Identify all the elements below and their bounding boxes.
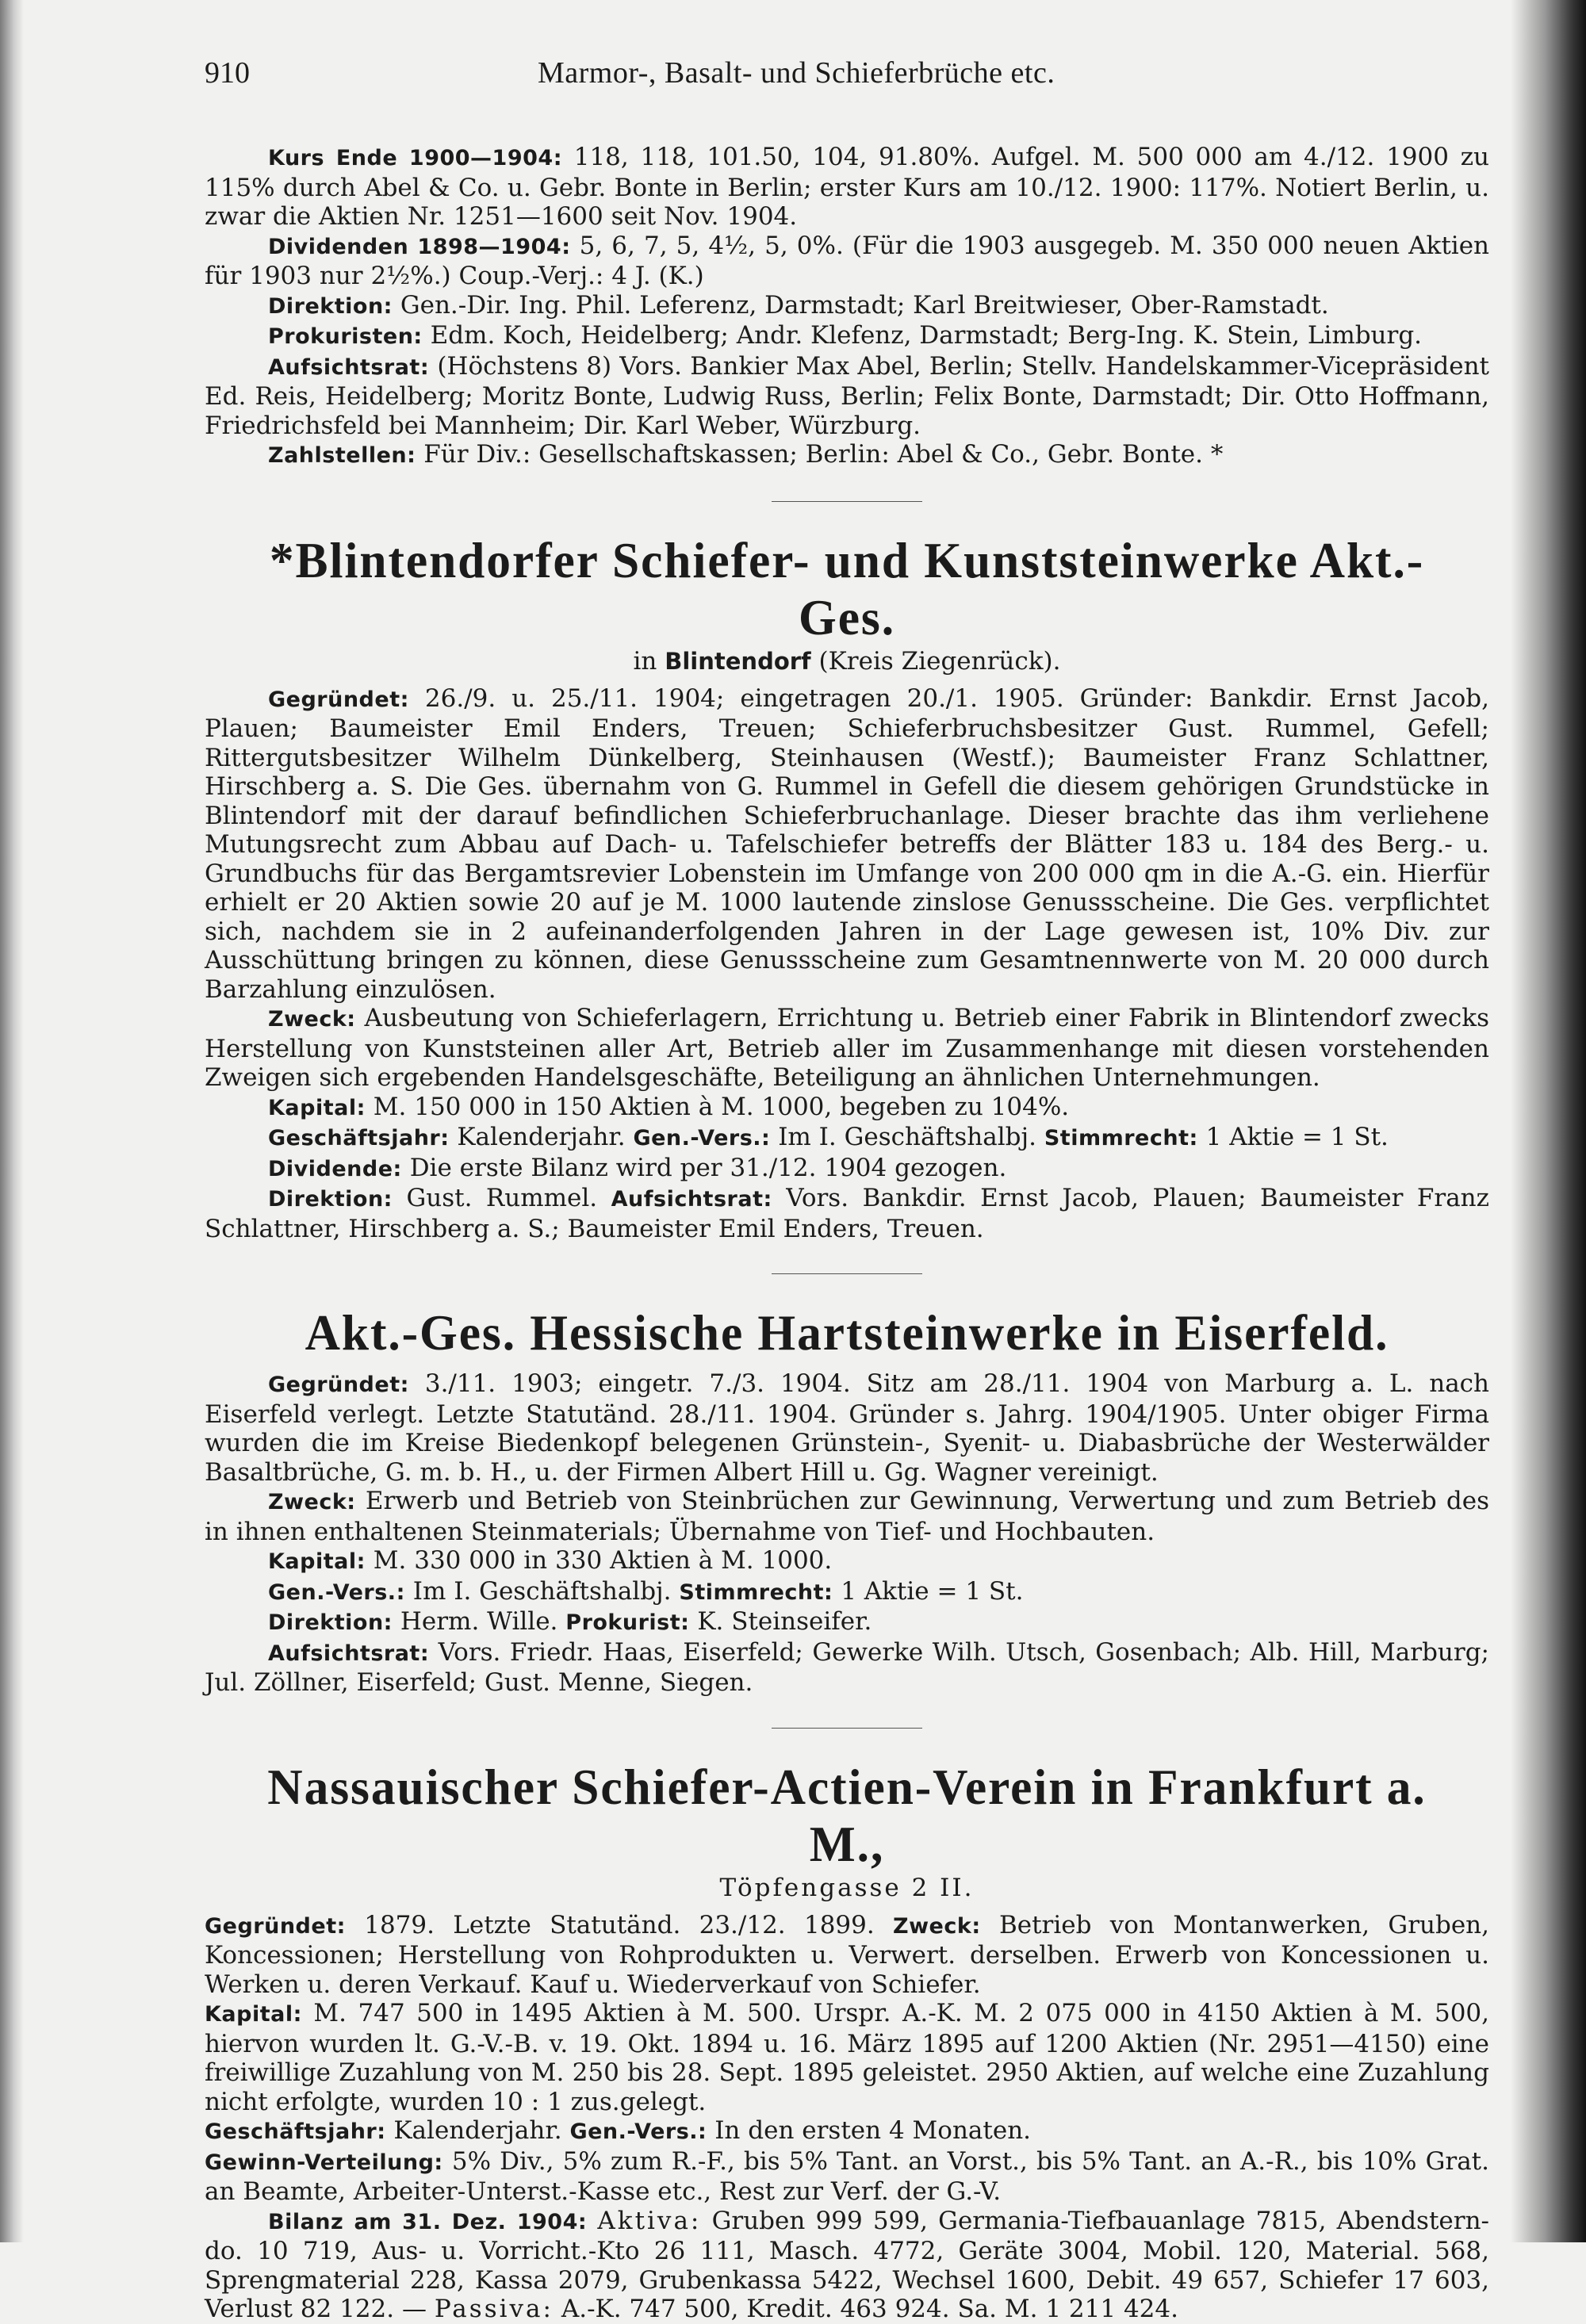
kurs-label: Kurs Ende 1900—1904:	[268, 146, 562, 170]
prokuristen-text: Edm. Koch, Heidelberg; Andr. Klefenz, Darmstadt; Berg-Ing. K. Stein, Limburg.	[430, 321, 1423, 350]
gegruendet-text: 3./11. 1903; eingetr. 7./3. 1904. Sitz am 28./11. 1904 von Marburg a. L. nach Eiserfeld verlegt. Letzte Statutänd. 28./11. 1904. Gründer s. Jahrg. 1904/1905. Unter obiger Firma wurden die im Kreise Biedenkopf belegenen Grünstein-, Syenit- u. Diabasbrüche der Westerwälder Basaltbrüche, G. m. b. H., u. der Firmen Albert Hill u. Gg. Wagner vereinigt.	[205, 1369, 1489, 1487]
entry-body-hessische	[205, 1369, 1489, 1698]
dividende-text: Die erste Bilanz wird per 31./12. 1904 gezogen.	[409, 1153, 1007, 1182]
prokurist-text: K. Steinseifer.	[697, 1607, 872, 1636]
section-divider	[772, 1728, 922, 1729]
direktion-text: Gen.-Dir. Ing. Phil. Leferenz, Darmstadt; Karl Breitwieser, Ober-Ramstadt.	[400, 290, 1329, 320]
gegruendet-text: 1879. Letzte Statutänd. 23./12. 1899.	[364, 1910, 875, 1939]
zahlstellen-label: Zahlstellen:	[268, 443, 416, 468]
geschaeftsjahr-text: Kalenderjahr.	[457, 1123, 626, 1151]
prokuristen-label: Prokuristen:	[268, 324, 423, 349]
kapital-label: Kapital:	[205, 2002, 302, 2027]
kapital-text: M. 330 000 in 330 Aktien à M. 1000.	[373, 1546, 833, 1575]
geschaeftsjahr-label: Geschäftsjahr:	[205, 2119, 386, 2144]
gen-vers-label: Gen.-Vers.:	[569, 2119, 707, 2144]
aufsichtsrat-label: Aufsichtsrat:	[268, 1641, 430, 1666]
page-header	[205, 56, 1489, 103]
geschaeftsjahr-text: Kalenderjahr.	[393, 2116, 562, 2145]
direktion-label: Direktion:	[268, 1187, 393, 1212]
kapital-text: M. 150 000 in 150 Aktien à M. 1000, begeben zu 104%.	[373, 1092, 1070, 1121]
aufsichtsrat-text: (Höchstens 8) Vors. Bankier Max Abel, Berlin; Stellv. Handelskammer-Vicepräsident Ed. Reis, Heidelberg; Moritz Bonte, Ludwig Russ, Berlin; Felix Bonte, Darmstadt; Dir. Otto Hoffmann, Friedrichsfeld bei Mannheim; Dir. Karl Weber, Würzburg.	[205, 351, 1489, 440]
passiva-text: A.-K. 747 500, Kredit. 463 924. Sa. M. 1 211 424.	[561, 2295, 1178, 2323]
section-divider	[772, 1273, 922, 1274]
zahlstellen-text: Für Div.: Gesellschaftskassen; Berlin: Abel & Co., Gebr. Bonte. *	[423, 440, 1224, 469]
gewinn-verteilung-text: 5% Div., 5% zum R.-F., bis 5% Tant. an Vorst., bis 5% Tant. an A.-R., bis 10% Grat. an Beamte, Arbeiter-Unterst.-Kasse etc., Rest zur Verf. der G.-V.	[205, 2146, 1489, 2206]
dividenden-label: Dividenden 1898—1904:	[268, 234, 571, 259]
aktiva-text: Gruben 999 599, Germania-Tiefbauanlage 7815, Abendstern- do. 10 719, Aus- u. Vorricht.-Kto 26 111, Masch. 4772, Geräte 3004, Mobil. 120, Material. 568, Sprengmaterial 228, Kassa 2079, Grubenkassa 5422, Wechsel 1600, Debit. 49 657, Schiefer 17 603, Verlust 82 122. —	[205, 2206, 1490, 2323]
stimmrecht-label: Stimmrecht:	[679, 1579, 833, 1605]
dividende-label: Dividende:	[268, 1156, 402, 1181]
gegruendet-label: Gegründet:	[268, 1373, 409, 1397]
gegruendet-label: Gegründet:	[268, 687, 409, 712]
gen-vers-label: Gen.-Vers.:	[268, 1579, 405, 1605]
entry-location-blintendorfer	[205, 646, 1489, 676]
direktion-label: Direktion:	[268, 293, 393, 319]
gen-vers-text: Im I. Geschäftshalbj.	[412, 1576, 672, 1606]
zweck-label: Zweck:	[268, 1007, 356, 1032]
location-prefix: in	[633, 646, 657, 676]
aufsichtsrat-label: Aufsichtsrat:	[611, 1187, 772, 1212]
aktiva-label: Aktiva:	[597, 2206, 702, 2235]
prokurist-label: Prokurist:	[565, 1610, 690, 1635]
section-divider	[772, 501, 922, 502]
dividenden-text: 5, 6, 7, 5, 4½, 5, 0%. (Für die 1903 ausgegeb. M. 350 000 neuen Aktien für 1903 nur 2½%.) Coup.-Verj.: 4 J. (K.)	[205, 231, 1490, 290]
location-place: Blintendorf	[665, 647, 811, 675]
zweck-text: Ausbeutung von Schieferlagern, Errichtung u. Betrieb einer Fabrik in Blintendorf zwecks Herstellung von Kunststeinen aller Art, Betrieb aller im Zusammenhange mit diesen vorstehenden Zweigen sich ergebenden Handelsgeschäfte, Beteiligung an ähnlichen Unternehmungen.	[205, 1004, 1489, 1092]
entry-body-blintendorfer	[205, 684, 1489, 1244]
bilanz-label: Bilanz am 31. Dez. 1904:	[268, 2209, 588, 2234]
scan-edge-right	[1511, 0, 1586, 2242]
gen-vers-text: In den ersten 4 Monaten.	[714, 2116, 1032, 2145]
stimmrecht-label: Stimmrecht:	[1044, 1126, 1198, 1151]
stimmrecht-text: 1 Aktie = 1 St.	[1205, 1123, 1389, 1151]
direktion-label: Direktion:	[268, 1610, 393, 1635]
gen-vers-text: Im I. Geschäftshalbj.	[778, 1123, 1036, 1151]
location-suffix: (Kreis Ziegenrück).	[818, 646, 1061, 676]
entry-body-nassauischer	[205, 1911, 1489, 2324]
geschaeftsjahr-label: Geschäftsjahr:	[268, 1126, 450, 1151]
gewinn-verteilung-label: Gewinn-Verteilung:	[205, 2150, 443, 2175]
entry-address-nassauischer: Töpfengasse 2 II.	[719, 1873, 975, 1902]
aufsichtsrat-label: Aufsichtsrat:	[268, 354, 430, 380]
passiva-label: Passiva:	[434, 2295, 554, 2323]
gegruendet-label: Gegründet:	[205, 1913, 346, 1939]
aufsichtsrat-text: Vors. Friedr. Haas, Eiserfeld; Gewerke Wilh. Utsch, Gosenbach; Alb. Hill, Marburg; Jul. Zöllner, Eiserfeld; Gust. Menne, Siegen.	[205, 1637, 1490, 1697]
zweck-text: Betrieb von Montanwerken, Gruben, Koncessionen; Herstellung von Rohprodukten u. Verwert. derselben. Erwerb von Koncessionen u. Werken u. deren Verkauf. Kauf u. Wiederverkauf von Schiefer.	[205, 1910, 1489, 1999]
kapital-text: M. 747 500 in 1495 Aktien à M. 500. Urspr. A.-K. M. 2 075 000 in 4150 Aktien à M. 500, hiervon wurden lt. G.-V.-B. v. 19. Okt. 1894 u. 16. März 1895 auf 1200 Aktien (Nr. 2951—4150) eine freiwillige Zuzahlung von M. 250 bis 28. Sept. 1895 geleistet. 2950 Aktien, auf welche eine Zuzahlung nicht erfolgte, wurden 10 : 1 zus.gelegt.	[205, 1999, 1489, 2116]
kapital-label: Kapital:	[268, 1549, 366, 1574]
gen-vers-label: Gen.-Vers.:	[633, 1126, 771, 1151]
document-page	[205, 56, 1489, 2324]
direktion-text: Gust. Rummel.	[406, 1184, 598, 1212]
scan-edge-left	[0, 0, 24, 2242]
gegruendet-text: 26./9. u. 25./11. 1904; eingetragen 20./1. 1905. Gründer: Bankdir. Ernst Jacob, Plauen; Baumeister Emil Enders, Treuen; Schieferbruchsbesitzer Gust. Rummel, Gefell; Rittergutsbesitzer Wilhelm Dünkelberg, Steinhausen (Westf.); Baumeister Franz Schlattner, Hirschberg a. S. Die Ges. übernahm von G. Rummel in Gefell die diesem gehörigen Grundstücke in Blintendorf mit der darauf befindlichen Schieferbruchanlage. Dieser brachte das ihm verliehene Mutungsrecht zum Abbau auf Dach- u. Tafelschiefer betreffs der Blätter 183 u. 184 des Berg.- u. Grundbuchs für das Bergamtsrevier Lobenstein im Umfange von 200 000 qm in die A.-G. ein. Hierfür erhielt er 20 Aktien sowie 20 auf je M. 1000 lautende zinslose Genussscheine. Die Ges. verpflichtet sich, nachdem sie in 2 aufeinanderfolgenden Jahren in der Lage gewesen ist, 10% Div. zur Ausschüttung bringen zu können, diese Genussscheine zum Gesamtnennwerte von M. 20 000 durch Barzahlung einzulösen.	[205, 683, 1489, 1004]
kurs-text: 118, 118, 101.50, 104, 91.80%. Aufgel. M. 500 000 am 4./12. 1900 zu 115% durch Abel & Co. u. Gebr. Bonte in Berlin; erster Kurs am 10./12. 1900: 117%. Notiert Berlin, u. zwar die Aktien Nr. 1251—1600 seit Nov. 1904.	[205, 143, 1489, 231]
entry-title-blintendorfer: *Blintendorfer Schiefer- und Kunststeinwerke Akt.-Ges.	[269, 531, 1425, 645]
zweck-label: Zweck:	[893, 1913, 981, 1939]
kapital-label: Kapital:	[268, 1095, 366, 1120]
zweck-text: Erwerb und Betrieb von Steinbrüchen zur Gewinnung, Verwertung und zum Betrieb des in ihnen enthaltenen Steinmaterials; Übernahme von Tief- und Hochbauten.	[205, 1487, 1489, 1546]
page-number: 910	[205, 56, 250, 90]
entry-continuation	[205, 143, 1489, 471]
aufsichtsrat-text: Vors. Bankdir. Ernst Jacob, Plauen; Baumeister Franz Schlattner, Hirschberg a. S.; Baumeister Emil Enders, Treuen.	[205, 1184, 1489, 1243]
direktion-text: Herm. Wille.	[400, 1607, 558, 1636]
zweck-label: Zweck:	[268, 1490, 356, 1514]
running-title: Marmor-, Basalt- und Schieferbrüche etc.	[538, 56, 1055, 90]
entry-title-hessische: Akt.-Ges. Hessische Hartsteinwerke in Eiserfeld.	[305, 1304, 1389, 1361]
stimmrecht-text: 1 Aktie = 1 St.	[841, 1576, 1024, 1606]
entry-title-nassauischer: Nassauischer Schiefer-Actien-Verein in Frankfurt a. M.,	[267, 1758, 1427, 1872]
